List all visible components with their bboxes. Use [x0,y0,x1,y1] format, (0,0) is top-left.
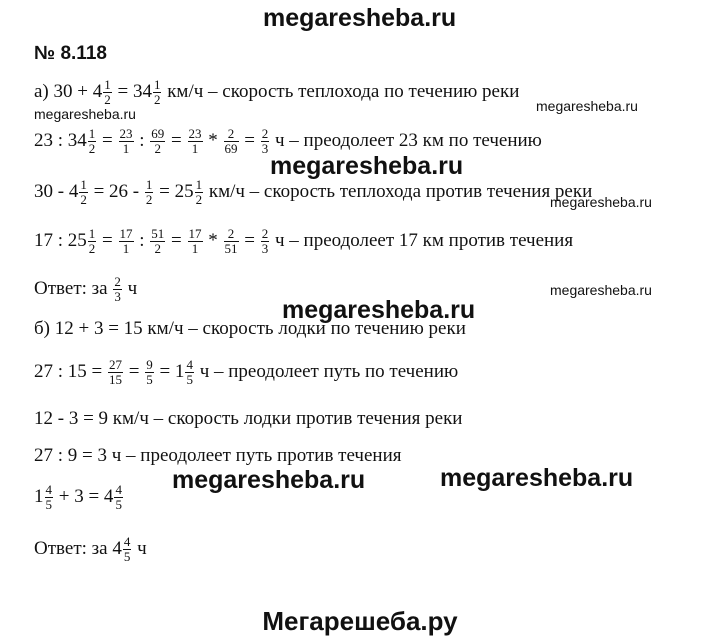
part-b-line-2: 27 : 15 = $\frac{27}{15}$ = $\frac{9}{5}$ = 1 $\frac{4}{5}$ ч – преодолеет путь по течению [34,357,459,388]
fraction-2-3: $\frac{2}{3}$ [114,274,121,305]
part-b-line-4: 27 : 9 = 3 ч – преодолеет путь против течения [34,445,402,466]
fraction-1-2: $\frac{1}{2}$ [88,126,96,157]
watermark-big: megaresheba.ru [440,464,634,492]
site-footer: Мегарешеба.ру [262,606,458,636]
watermark-small: megaresheba.ru [536,98,638,114]
fraction-4-5: $\frac{4}{5}$ [186,357,193,388]
part-b-line-1: б) 12 + 3 = 15 км/ч – скорость лодки по течению реки [34,318,466,339]
watermark-small: megaresheba.ru [550,194,652,210]
fraction-4-5: $\frac{4}{5}$ [45,482,52,513]
fraction-1-2: $\frac{1}{2}$ [145,177,153,208]
site-header: megaresheba.ru [263,4,457,32]
fraction-17-1: $\frac{17}{1}$ [188,226,202,257]
part-a-line-3: 30 - 4 $\frac{1}{2}$ = 26 - $\frac{1}{2}$ = 25 $\frac{1}{2}$ км/ч – скорость теплохода против течения реки [34,177,593,208]
fraction-2-51: $\frac{2}{51}$ [224,226,238,257]
watermark-big: megaresheba.ru [270,152,464,180]
watermark-big: megaresheba.ru [172,466,366,494]
part-b-answer: Ответ: за 4 $\frac{4}{5}$ ч [34,534,147,565]
fraction-2-3: $\frac{2}{3}$ [261,226,269,257]
fraction-51-2: $\frac{51}{2}$ [151,226,165,257]
fraction-1-2: $\frac{1}{2}$ [153,77,161,108]
part-a-line-4: 17 : 25 $\frac{1}{2}$ = $\frac{17}{1}$ : $\frac{51}{2}$ = $\frac{17}{1}$ * $\frac{2}{51}$ = $\frac{2}{3}$ ч – преодолеет 17 км против течения [34,226,574,257]
fraction-1-2: $\frac{1}{2}$ [195,177,203,208]
fraction-69-2: $\frac{69}{2}$ [151,126,165,157]
fraction-23-1: $\frac{23}{1}$ [119,126,133,157]
fraction-4-5: $\frac{4}{5}$ [115,482,122,513]
fraction-2-69: $\frac{2}{69}$ [224,126,238,157]
part-b-line-5: 1 $\frac{4}{5}$ + 3 = 4 $\frac{4}{5}$ [34,482,122,513]
task-number: № 8.118 [34,43,107,64]
fraction-2-3: $\frac{2}{3}$ [261,126,269,157]
part-b-line-3: 12 - 3 = 9 км/ч – скорость лодки против течения реки [34,408,463,429]
fraction-1-2: $\frac{1}{2}$ [88,226,96,257]
fraction-17-1: $\frac{17}{1}$ [119,226,133,257]
fraction-1-2: $\frac{1}{2}$ [104,77,111,108]
part-a-line-2: 23 : 34 $\frac{1}{2}$ = $\frac{23}{1}$ : $\frac{69}{2}$ = $\frac{23}{1}$ * $\frac{2}{69}$ = $\frac{2}{3}$ ч – преодолеет 23 км по течению [34,126,542,157]
fraction-23-1: $\frac{23}{1}$ [188,126,202,157]
watermark-small: megaresheba.ru [550,282,652,298]
part-a-answer: Ответ: за $\frac{2}{3}$ ч [34,274,138,305]
watermark-big: megaresheba.ru [282,296,476,324]
fraction-4-5: $\frac{4}{5}$ [123,534,131,565]
part-a-line-1: а) 30 + 4 $\frac{1}{2}$ = 34 $\frac{1}{2}$ км/ч – скорость теплохода по течению реки [34,77,520,108]
fraction-1-2: $\frac{1}{2}$ [80,177,87,208]
watermark-small: megaresheba.ru [34,106,136,122]
fraction-27-15: $\frac{27}{15}$ [109,357,122,388]
fraction-9-5: $\frac{9}{5}$ [146,357,153,388]
